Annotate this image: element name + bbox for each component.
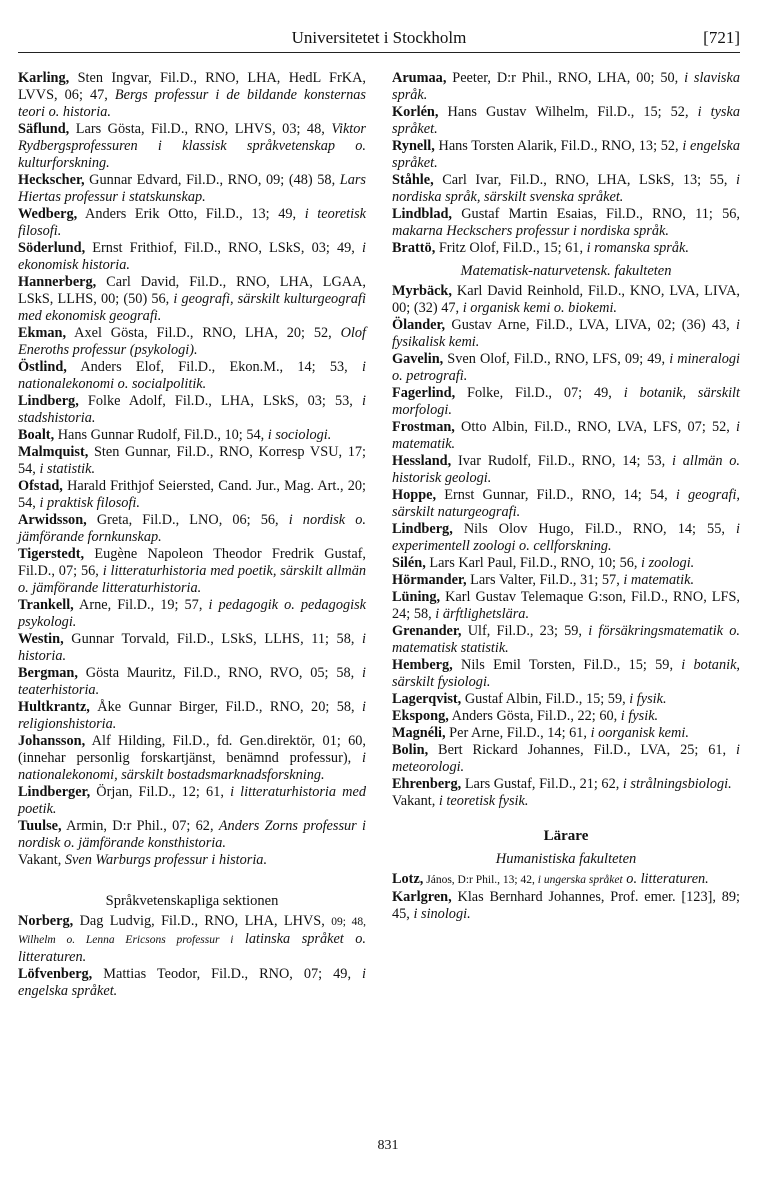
- entry-name: Johansson,: [18, 733, 86, 749]
- entry-text: Peeter, D:r Phil., RNO, LHA, 00; 50,: [446, 70, 685, 86]
- entry: [392, 776, 740, 793]
- entry-name: Lindberg,: [18, 393, 79, 409]
- entry-name: Lindblad,: [392, 206, 453, 222]
- entry-name: Ofstad,: [18, 478, 63, 494]
- entry-text: Armin, D:r Phil., 07; 62,: [61, 818, 219, 834]
- entry-name: Korlén,: [392, 104, 439, 120]
- vakant-entry: [392, 793, 740, 810]
- entry-text: Eugène Napoleon Theodor Fredrik Gustaf, Fil.D., 07; 56,: [18, 546, 366, 579]
- entry-italic: i mineralogi o. petrografi.: [392, 351, 740, 384]
- entry-text: Gösta Mauritz, Fil.D., RNO, RVO, 05; 58,: [77, 665, 363, 681]
- entry: [392, 138, 740, 172]
- entry-name: Bergman,: [18, 665, 78, 681]
- entry-text: Harald Frithjof Seiersted, Cand. Jur., Mag. Art., 20; 54,: [18, 478, 366, 511]
- entry-italic: Anders Zorns professur i nordisk o. jämförande konsthistoria.: [18, 818, 367, 851]
- entry-name: Hemberg,: [392, 657, 453, 673]
- entry-text: Örjan, Fil.D., 12; 61,: [90, 784, 231, 800]
- entry: [18, 512, 366, 546]
- entry-italic: i historia.: [18, 631, 366, 664]
- entry-name: Bolin,: [392, 742, 429, 758]
- entry-name: Tuulse,: [18, 818, 62, 834]
- entry: [18, 427, 366, 444]
- entry-name: Heckscher,: [18, 172, 85, 188]
- entry-italic: i teoretisk filosofi.: [18, 206, 366, 239]
- entry: [18, 325, 366, 359]
- entry-text: Greta, Fil.D., LNO, 06; 56,: [86, 512, 289, 528]
- entry-small-text: 09; 48,: [331, 916, 367, 928]
- entry: [392, 657, 740, 691]
- entry-text: Hans Gunnar Rudolf, Fil.D., 10; 54,: [54, 427, 268, 443]
- entry-name: Gavelin,: [392, 351, 444, 367]
- entry-text: Karl Gustav Telemaque G:son, Fil.D., RNO, LFS, 24; 58,: [392, 589, 740, 622]
- entry-text: Hans Gustav Wilhelm, Fil.D., 15; 52,: [438, 104, 698, 120]
- entry-name: Löfvenberg,: [18, 966, 93, 982]
- entry-italic: i meteorologi.: [392, 742, 740, 775]
- entry-italic: i slaviska språk.: [392, 70, 740, 103]
- entry-italic: i tyska språket.: [392, 104, 740, 137]
- entry-name: Lagerqvist,: [392, 691, 462, 707]
- entry-italic: i nordisk o. jämförande fornkunskap.: [18, 512, 366, 545]
- entry-name: Arumaa,: [392, 70, 447, 86]
- entry: [18, 784, 366, 818]
- entry-text: Folke Adolf, Fil.D., LHA, LSkS, 03; 53,: [78, 393, 363, 409]
- entry-italic: i botanik, särskilt morfologi.: [392, 385, 740, 418]
- entry-text: Fritz Olof, Fil.D., 15; 61,: [435, 240, 587, 256]
- vakant-italic: Sven Warburgs professur i historia.: [64, 852, 268, 868]
- entry-italic: o. litteraturen.: [622, 871, 709, 887]
- entry-name: Ölander,: [392, 317, 446, 333]
- entry: [392, 708, 740, 725]
- entry: [18, 206, 366, 240]
- entry-name: Karlgren,: [392, 889, 452, 905]
- entry-italic: i geografi, särskilt kulturgeografi med ekonomisk geografi.: [18, 291, 366, 324]
- entry-italic: Lars Hiertas professur i statskunskap.: [18, 172, 366, 205]
- entry-name: Ekman,: [18, 325, 67, 341]
- entry-name: Magnéli,: [392, 725, 446, 741]
- teachers-subheading: Humanistiska fakulteten: [495, 851, 637, 867]
- section-heading-sprak: Språkvetenskapliga sektionen: [105, 893, 279, 909]
- entry-italic: Bergs professur i de bildande konsternas teori o. historia.: [18, 87, 366, 120]
- entry-name: Lindberg,: [392, 521, 453, 537]
- entry-italic: i romanska språk.: [586, 240, 689, 256]
- entry-text: Åke Gunnar Birger, Fil.D., RNO, 20; 58,: [89, 699, 363, 715]
- entry-italic: i experimentell zoologi o. cellforskning.: [392, 521, 740, 554]
- entry-italic: i pedagogik o. pedagogisk psykologi.: [18, 597, 366, 630]
- entry-name: Söderlund,: [18, 240, 86, 256]
- entry-text: Sten Gunnar, Fil.D., RNO, Korresp VSU, 17; 54,: [18, 444, 366, 477]
- entry-name: Lotz,: [392, 871, 424, 887]
- entry: [18, 966, 366, 1000]
- header-folio: [721]: [703, 28, 740, 47]
- header-title: Universitetet i Stockholm: [291, 28, 467, 47]
- entry-italic: i organisk kemi o. biokemi.: [462, 300, 618, 316]
- entry-text: Dag Ludvig, Fil.D., RNO, LHA, LHVS,: [73, 913, 332, 929]
- entry-text: Lars Gösta, Fil.D., RNO, LHVS, 03; 48,: [69, 121, 332, 137]
- entry-text: Alf Hilding, Fil.D., fd. Gen.direktör, 01; 60, (innehar personlig forskartjänst, benämnd professur),: [18, 733, 366, 766]
- entry-italic: i försäkringsmatematik o. matematisk statistik.: [392, 623, 740, 656]
- entry-text: Gustaf Albin, Fil.D., 15; 59,: [461, 691, 630, 707]
- entry-italic: i allmän o. historisk geologi.: [392, 453, 741, 486]
- entry-text: Gustav Arne, Fil.D., LVA, LIVA, 02; (36) 43,: [445, 317, 737, 333]
- entry: [18, 818, 366, 852]
- entry: [18, 274, 366, 325]
- entry: [392, 555, 740, 572]
- entry-italic: i zoologi.: [641, 555, 695, 571]
- entry-text: Gunnar Torvald, Fil.D., LSkS, LLHS, 11; 58,: [63, 631, 363, 647]
- entry: [18, 70, 366, 121]
- entry-name: Ehrenberg,: [392, 776, 462, 792]
- entry-name: Brattö,: [392, 240, 436, 256]
- entry-name: Grenander,: [392, 623, 462, 639]
- entry: [392, 589, 740, 623]
- entry-name: Östlind,: [18, 359, 67, 375]
- entry-text: Anders Erik Otto, Fil.D., 13; 49,: [77, 206, 305, 222]
- entry-italic: i fysikalisk kemi.: [392, 317, 740, 350]
- entry: [392, 351, 740, 385]
- entry-name: Säflund,: [18, 121, 70, 137]
- entry-italic: i sociologi.: [267, 427, 332, 443]
- entry-name: Frostman,: [392, 419, 455, 435]
- entry-name: Arwidsson,: [18, 512, 87, 528]
- entry-text: Ivar Rudolf, Fil.D., RNO, 14; 53,: [451, 453, 672, 469]
- entry-italic: i sinologi.: [413, 906, 471, 922]
- teachers-heading: Lärare: [543, 828, 589, 844]
- entry: [392, 725, 740, 742]
- entry: [392, 521, 740, 555]
- entry-text: Folke, Fil.D., 07; 49,: [455, 385, 624, 401]
- entry: [18, 597, 366, 631]
- faculty-heading: Matematisk-naturvetensk. fakulteten: [460, 263, 672, 279]
- spacer: [392, 810, 740, 822]
- entry-name: Fagerlind,: [392, 385, 456, 401]
- right-column: [392, 70, 740, 923]
- entry-name: Boalt,: [18, 427, 55, 443]
- entry: [392, 889, 740, 923]
- entry: [18, 444, 366, 478]
- entry-small-text: János, D:r Phil., 13; 42,: [423, 874, 538, 886]
- entry: [18, 913, 366, 966]
- entry: [392, 104, 740, 138]
- entry-text: Axel Gösta, Fil.D., RNO, LHA, 20; 52,: [66, 325, 341, 341]
- entry-name: Lindberger,: [18, 784, 91, 800]
- page-number: 831: [377, 1138, 399, 1153]
- entry-text: Bert Rickard Johannes, Fil.D., LVA, 25; 61,: [428, 742, 737, 758]
- entry-italic: latinska språket o. litteraturen.: [18, 931, 366, 965]
- entry: [392, 871, 740, 889]
- entry: [18, 546, 366, 597]
- entry-name: Ståhle,: [392, 172, 434, 188]
- entry-name: Wedberg,: [18, 206, 78, 222]
- entry-italic: i nationalekonomi, särskilt bostadsmarknadsforskning.: [18, 750, 366, 783]
- spacer: [18, 869, 366, 887]
- entry-name: Hörmander,: [392, 572, 467, 588]
- entry: [392, 623, 740, 657]
- entry-text: Hans Torsten Alarik, Fil.D., RNO, 13; 52,: [434, 138, 683, 154]
- entry-text: Klas Bernhard Johannes, Prof. emer. [123], 89; 45,: [392, 889, 740, 922]
- entry-italic: i engelska språket.: [18, 966, 366, 999]
- entry-italic: i statistik.: [39, 461, 96, 477]
- entry-text: Otto Albin, Fil.D., RNO, LVA, LFS, 07; 52,: [454, 419, 737, 435]
- running-header: [18, 22, 740, 53]
- entry: [392, 453, 740, 487]
- entry-text: Ulf, Fil.D., 23; 59,: [461, 623, 589, 639]
- entry-italic: i nordiska språk, särskilt svenska språket.: [392, 172, 740, 205]
- entry-italic: i litteraturhistoria med poetik.: [18, 784, 366, 817]
- entry: [392, 572, 740, 589]
- entry-italic: makarna Heckschers professur i nordiska språk.: [392, 223, 669, 239]
- entry-italic: i teaterhistoria.: [18, 665, 366, 698]
- entry: [392, 240, 740, 257]
- entry-name: Hoppe,: [392, 487, 437, 503]
- left-column: [18, 70, 366, 1000]
- entry-text: Gustaf Martin Esaias, Fil.D., RNO, 11; 56,: [452, 206, 740, 222]
- entry-text: Anders Gösta, Fil.D., 22; 60,: [448, 708, 621, 724]
- entry-italic: i praktisk filosofi.: [39, 495, 140, 511]
- entry-italic: i matematik.: [392, 419, 740, 452]
- entry-text: Sten Ingvar, Fil.D., RNO, LHA, HedL FrKA, LVVS, 06; 47,: [18, 70, 366, 103]
- entry-text: Nils Emil Torsten, Fil.D., 15; 59,: [452, 657, 682, 673]
- entry-italic: i botanik, särskilt fysiologi.: [392, 657, 740, 690]
- entry-text: Lars Karl Paul, Fil.D., RNO, 10; 56,: [425, 555, 642, 571]
- entry-text: Gunnar Edvard, Fil.D., RNO, 09; (48) 58,: [84, 172, 340, 188]
- entry-name: Karling,: [18, 70, 70, 86]
- entry-italic: i nationalekonomi o. socialpolitik.: [18, 359, 366, 392]
- entry-name: Trankell,: [18, 597, 74, 613]
- entry-name: Malmquist,: [18, 444, 89, 460]
- entry-italic: i fysik.: [629, 691, 667, 707]
- entry-italic: Viktor Rydbergsprofessuren i klassisk språkvetenskap o. kulturforskning.: [18, 121, 366, 171]
- entry-italic: Olof Eneroths professur (psykologi).: [18, 325, 366, 358]
- entry-italic: i oorganisk kemi.: [590, 725, 689, 741]
- entry: [18, 359, 366, 393]
- entry: [18, 393, 366, 427]
- vakant-text: Vakant,: [392, 793, 439, 809]
- entry: [392, 206, 740, 240]
- entry-text: Carl David, Fil.D., RNO, LHA, LGAA, LSkS, LLHS, 00; (50) 56,: [18, 274, 366, 307]
- entry-text: Ernst Gunnar, Fil.D., RNO, 14; 54,: [436, 487, 676, 503]
- entry: [18, 172, 366, 206]
- entry-italic: i ekonomisk historia.: [18, 240, 366, 273]
- entry-italic: i ärftlighetslära.: [435, 606, 530, 622]
- entry: [392, 283, 740, 317]
- entry: [18, 631, 366, 665]
- entry: [18, 121, 366, 172]
- entry-text: Mattias Teodor, Fil.D., RNO, 07; 49,: [92, 966, 363, 982]
- entry-text: Lars Gustaf, Fil.D., 21; 62,: [461, 776, 623, 792]
- entry-name: Westin,: [18, 631, 64, 647]
- entry-italic: i geografi, särskilt naturgeografi.: [392, 487, 740, 520]
- entry: [392, 419, 740, 453]
- entry-text: Arne, Fil.D., 19; 57,: [73, 597, 209, 613]
- entry-italic: i strålningsbiologi.: [622, 776, 732, 792]
- entry-text: Nils Olov Hugo, Fil.D., RNO, 14; 55,: [452, 521, 737, 537]
- entry-name: Norberg,: [18, 913, 74, 929]
- entry-name: Myrbäck,: [392, 283, 452, 299]
- entry-name: Silén,: [392, 555, 426, 571]
- entry-text: Ernst Frithiof, Fil.D., RNO, LSkS, 03; 49,: [85, 240, 363, 256]
- entry-name: Hultkrantz,: [18, 699, 90, 715]
- entry: [392, 487, 740, 521]
- entry: [392, 317, 740, 351]
- entry-name: Lüning,: [392, 589, 441, 605]
- entry-italic: i matematik.: [623, 572, 695, 588]
- entry-italic: i engelska språket.: [392, 138, 740, 171]
- entry: [392, 385, 740, 419]
- entry: [392, 742, 740, 776]
- entry-small-italic: Wilhelm o. Lenna Ericsons professur i: [18, 934, 234, 946]
- entry-text: Per Arne, Fil.D., 14; 61,: [445, 725, 591, 741]
- vakant-text: Vakant,: [18, 852, 65, 868]
- entry-name: Rynell,: [392, 138, 435, 154]
- entry-italic: i litteraturhistoria med poetik, särskilt allmän o. jämförande litteraturhistoria.: [18, 563, 366, 596]
- entry: [18, 665, 366, 699]
- entry-italic: i fysik.: [620, 708, 659, 724]
- entry-name: Tigerstedt,: [18, 546, 85, 562]
- entry-italic: i religionshistoria.: [18, 699, 366, 732]
- entry-text: Anders Elof, Fil.D., Ekon.M., 14; 53,: [66, 359, 363, 375]
- vakant-entry: [18, 852, 366, 869]
- entry: [392, 691, 740, 708]
- entry: [18, 733, 366, 784]
- entry-name: Ekspong,: [392, 708, 449, 724]
- entry: [18, 699, 366, 733]
- entry-text: Carl Ivar, Fil.D., RNO, LHA, LSkS, 13; 55,: [433, 172, 737, 188]
- entry-italic: i stadshistoria.: [18, 393, 366, 426]
- entry: [392, 172, 740, 206]
- entry: [392, 70, 740, 104]
- entry-small-italic: i ungerska språket: [537, 874, 623, 886]
- vakant-italic: i teoretisk fysik.: [438, 793, 529, 809]
- entry-name: Hannerberg,: [18, 274, 97, 290]
- entry-text: Lars Valter, Fil.D., 31; 57,: [466, 572, 624, 588]
- entry-text: Karl David Reinhold, Fil.D., KNO, LVA, LIVA, 00; (32) 47,: [392, 283, 740, 316]
- entry: [18, 478, 366, 512]
- entry-name: Hessland,: [392, 453, 452, 469]
- entry: [18, 240, 366, 274]
- entry-text: Sven Olof, Fil.D., RNO, LFS, 09; 49,: [443, 351, 670, 367]
